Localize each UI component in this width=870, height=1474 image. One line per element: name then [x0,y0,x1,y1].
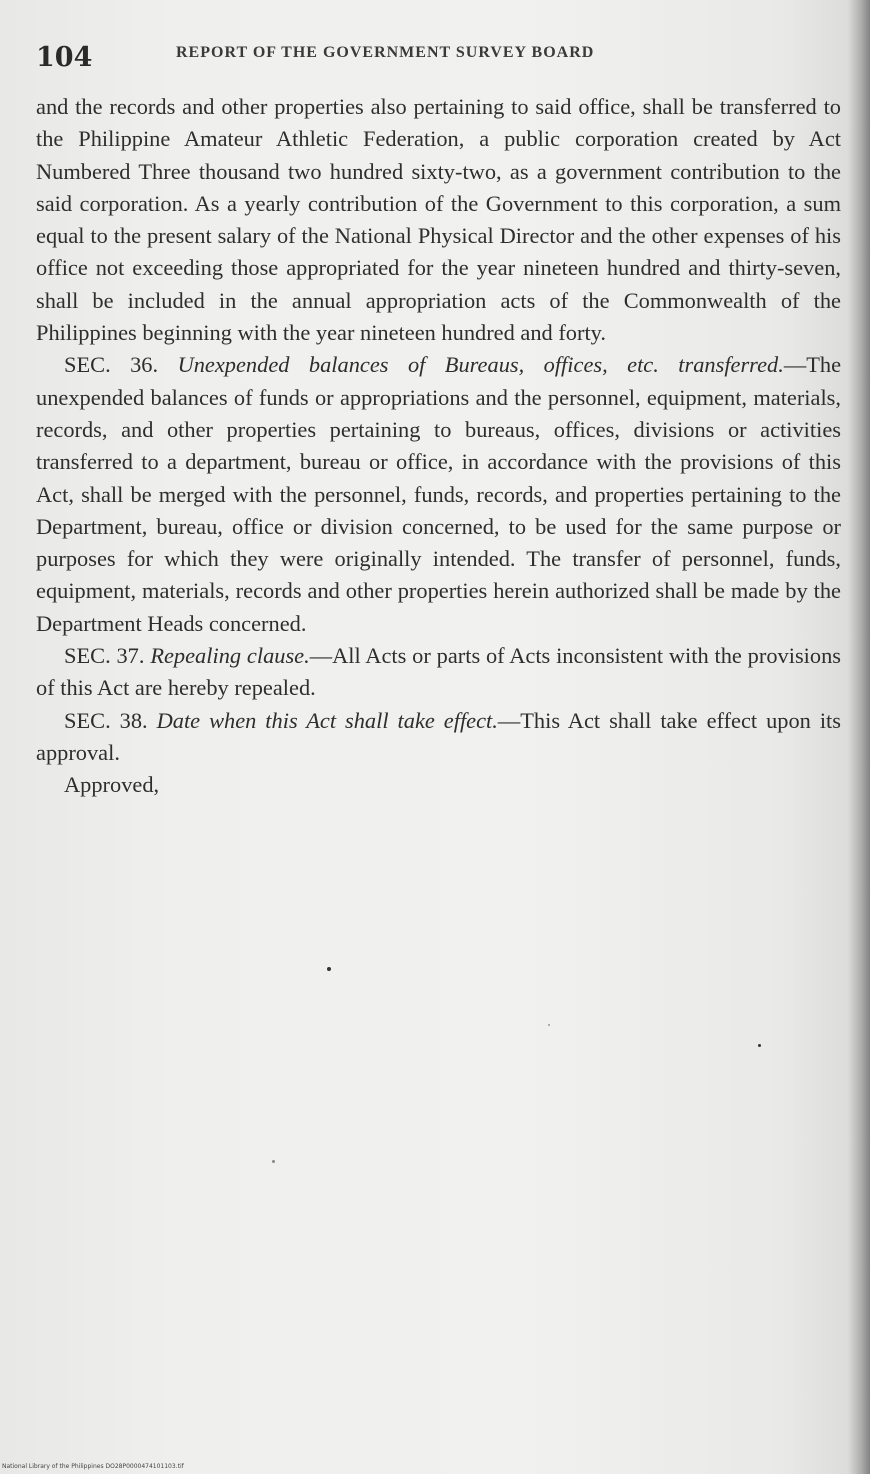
approved-line: Approved, [64,772,160,798]
body-text [36,91,841,802]
running-head: REPORT OF THE GOVERNMENT SURVEY BOARD [176,44,595,61]
page-number: 104 [36,42,93,73]
section-38-label: SEC. 38. [64,707,148,733]
section-36-title: Unexpended balances of Bureaus, offices, etc. transferred. [177,352,784,378]
section-37-title: Repealing clause. [150,643,310,669]
section-36-label: SEC. 36. [64,352,159,378]
ink-speck [272,1160,275,1163]
ink-speck [548,1024,550,1026]
paragraph-continuation: and the records and other properties also pertaining to said office, shall be transferred to the Philippine Amateur Athletic Federation, a public corporation created by Act Numbered Three thousand two hundred sixty-two, as a government contribution to the said corporation. As a yearly contribution of the Government to this corporation, a sum equal to the present salary of the National Physical Director and the other expenses of his office not exceeding those appropriated for the year nineteen hundred and thirty-seven, shall be included in the annual appropriation acts of the Commonwealth of the Philippines beginning with the year nineteen hundred and forty. [36,94,841,346]
section-37-text: —All Acts or parts of Acts inconsistent with the provisions of this Act are hereby repealed. [36,643,841,701]
section-37 [36,640,841,705]
ink-speck [327,967,331,971]
section-37-label: SEC. 37. [64,643,145,669]
section-38-text: —This Act shall take effect upon its approval. [36,707,841,765]
page-edge-shadow [848,0,870,1474]
ink-speck [758,1044,761,1047]
scan-watermark: National Library of the Philippines DO28P0000474101103.tif [2,1463,184,1470]
page-header [36,38,836,78]
section-36-text: —The unexpended balances of funds or appropriations and the personnel, equipment, materials, records, and other properties pertaining to bureaus, offices, divisions or activities transferred to a department, bureau or office, in accordance with the provisions of this Act, shall be merged with the personnel, funds, records, and properties pertaining to the Department, bureau, office or division concerned, to be used for the same purpose or purposes for which they were originally intended. The transfer of personnel, funds, equipment, materials, records and other properties herein authorized shall be made by the Department Heads concerned. [36,352,842,636]
section-36 [36,349,841,640]
section-38-title: Date when this Act shall take effect. [156,707,498,733]
section-38 [36,705,841,770]
